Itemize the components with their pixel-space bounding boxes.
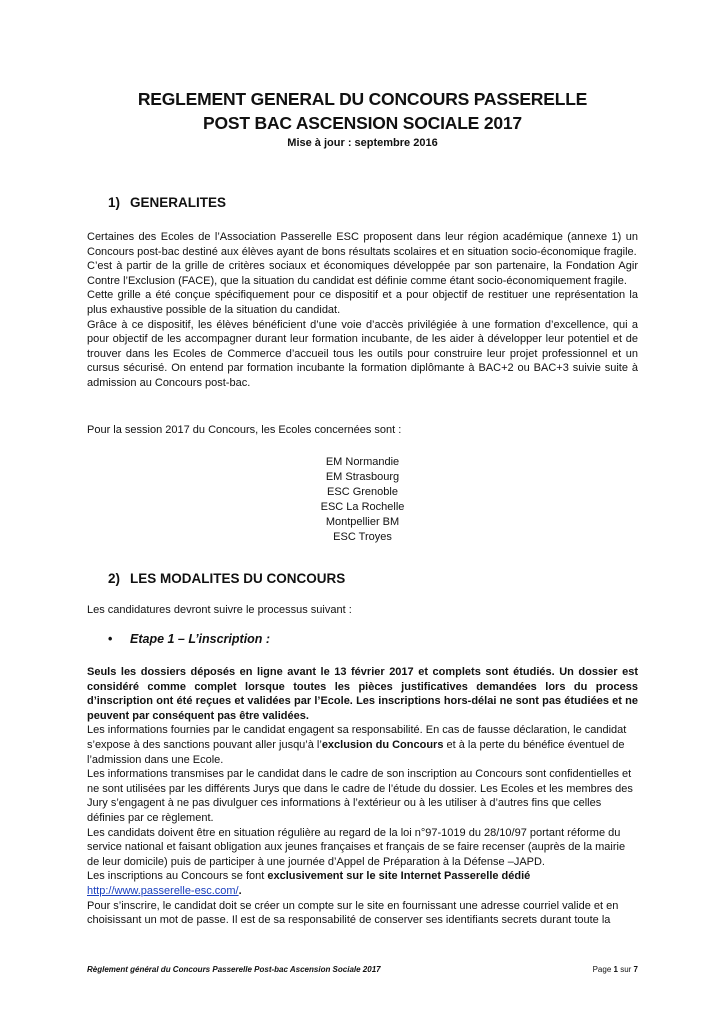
deadline-paragraph: Seuls les dossiers déposés en ligne avant le 13 février 2017 et complets sont étudiés. Un dossier est considéré comme complet lorsque toutes les pièces justificatives demandées lors du process d’inscription ont été reçues et validées par l’Ecole. Les inscriptions hors-délai ne sont pas étudiées et ne peuvent par conséquent pas être validées. <box>87 666 638 722</box>
passerelle-website-link[interactable]: http://www.passerelle-esc.com/ <box>87 884 239 897</box>
footer-title: Règlement général du Concours Passerelle Post-bac Ascension Sociale 2017 <box>87 965 381 974</box>
page-number <box>593 965 638 974</box>
schools-list <box>0 455 725 545</box>
paragraph: Certaines des Ecoles de l’Association Passerelle ESC proposent dans leur région académique (annexe 1) un Concours post-bac destiné aux élèves ayant de bons résultats scolaires et en situation socio-économique fragile. <box>87 231 638 258</box>
document-title-line-2: POST BAC ASCENSION SOCIALE 2017 <box>203 113 522 133</box>
step-1-title: Etape 1 – L’inscription : <box>130 632 271 646</box>
total-pages: 7 <box>633 965 638 974</box>
text-run: . <box>238 884 242 897</box>
school-item: ESC La Rochelle <box>320 501 405 513</box>
emphasis: exclusion du Concours <box>321 738 444 751</box>
section-2-intro: Les candidatures devront suivre le processus suivant : <box>87 604 352 616</box>
section-2-heading <box>108 571 345 586</box>
section-1-number: 1) <box>108 195 121 210</box>
section-1-heading <box>108 195 226 210</box>
school-item: EM Strasbourg <box>325 471 400 483</box>
step-1-bullet <box>108 632 270 646</box>
text-run: sur <box>620 965 632 974</box>
update-date: Mise à jour : septembre 2016 <box>287 137 438 149</box>
paragraph: Cette grille a été conçue spécifiquement pour ce dispositif et a pour objectif de restituer une représentation la plus exhaustive possible de la situation du candidat. <box>87 289 638 316</box>
schools-intro: Pour la session 2017 du Concours, les Ecoles concernées sont : <box>87 424 402 436</box>
paragraph: Les informations transmises par le candidat dans le cadre de son inscription au Concours sont confidentielles et ne sont utilisées par les différents Jurys que dans le cadre de l’étude du dossier. Les Ecoles et les membres des Jury s’engagent à ne pas divulguer ces informations à l’extérieur ou à les utiliser à d’autres fins que celles définies par ce règlement. <box>87 768 633 824</box>
section-2-number: 2) <box>108 571 121 586</box>
paragraph <box>87 869 638 898</box>
text-run: et à la perte du bénéfice éventuel de l’admission dans une Ecole. <box>87 738 625 766</box>
school-item: ESC Troyes <box>333 531 392 543</box>
school-item: Montpellier BM <box>325 516 400 528</box>
current-page: 1 <box>613 965 618 974</box>
paragraph: Les candidats doivent être en situation régulière au regard de la loi n°97-1019 du 28/10/97 portant réforme du service national et faisant obligation aux jeunes françaises et français de se faire recenser (auprès de la mairie de leur domicile) puis de participer à une journée d’Appel de Préparation à la Défense –JAPD. <box>87 826 626 868</box>
emphasis: exclusivement sur le site Internet Passerelle dédié <box>267 870 531 883</box>
section-2-title: LES MODALITES DU CONCOURS <box>130 571 346 586</box>
section-1-body <box>87 230 638 391</box>
school-item: ESC Grenoble <box>327 486 398 498</box>
paragraph <box>87 723 638 767</box>
section-1-title: GENERALITES <box>130 195 227 210</box>
page-footer <box>87 965 638 974</box>
text-run: Les informations fournies par le candidat engagent sa responsabilité. En cas de fausse déclaration, le candidat s’expose à des sanctions pouvant aller jusqu’à l’ <box>87 724 627 751</box>
paragraph: Pour s’inscrire, le candidat doit se créer un compte sur le site en fournissant une adresse courriel valide et en choisissant un mot de passe. Il est de sa responsabilité de conserver ses identifiants secrets durant toute la <box>87 899 619 927</box>
document-title-line-1: REGLEMENT GENERAL DU CONCOURS PASSERELLE <box>137 89 588 109</box>
paragraph: C’est à partir de la grille de critères sociaux et économiques développée par son partenaire, la Fondation Agir Contre l’Exclusion (FACE), que la situation du candidat est définie comme étant socio-économiquement fragile. <box>87 260 638 287</box>
text-run: Les inscriptions au Concours se font <box>87 870 268 883</box>
paragraph: Grâce à ce dispositif, les élèves bénéficient d’une voie d’accès privilégiée à une formation d’excellence, qui a pour objectif de les accompagner durant leur formation incubante, de les aider à développer leur potentiel et de trouver dans les Ecoles de Commerce d’accueil tous les outils pour construire leur projet professionnel et un cursus sécurisé. On entend par formation incubante la formation diplômante à BAC+2 ou BAC+3 suivie suite à admission au Concours post-bac. <box>87 318 638 389</box>
bullet-icon: • <box>108 632 113 646</box>
text-run: Page <box>592 965 612 974</box>
school-item: EM Normandie <box>325 456 400 468</box>
section-2-body <box>87 665 638 928</box>
